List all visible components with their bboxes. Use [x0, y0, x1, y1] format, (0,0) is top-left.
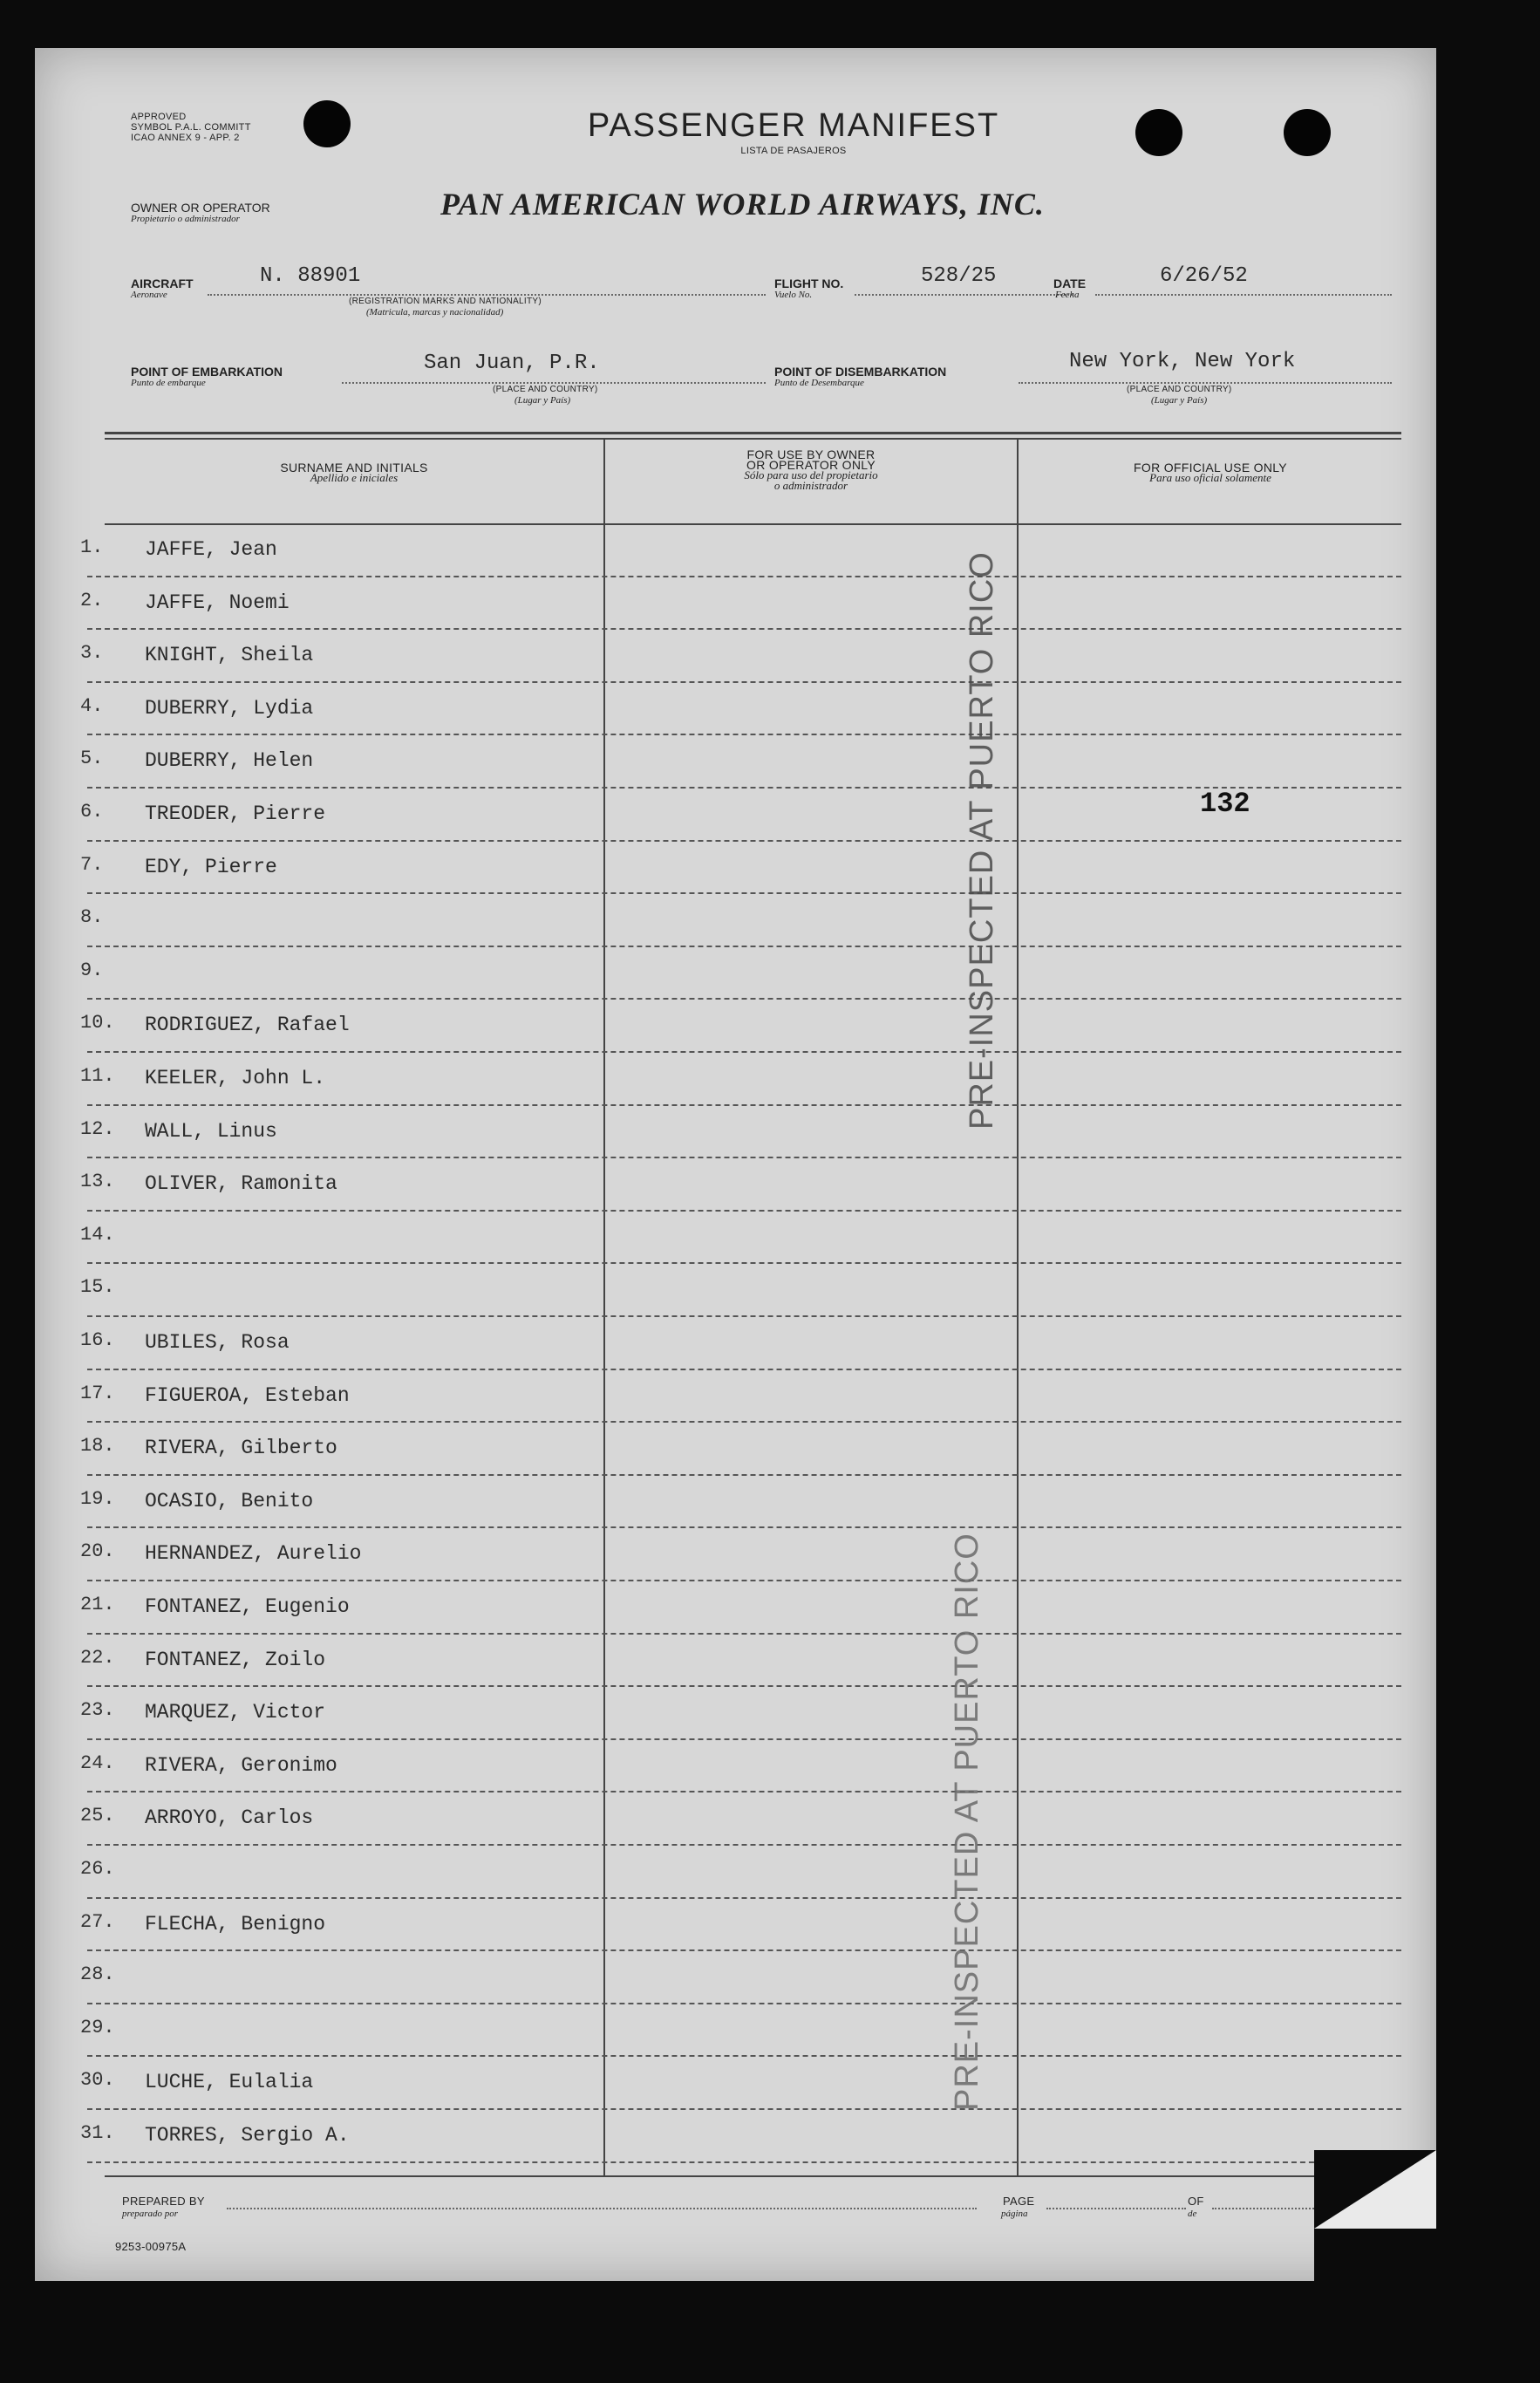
table-row-line [87, 998, 1401, 1000]
owner-label: OWNER OR OPERATOR [131, 201, 270, 215]
passenger-name: HERNANDEZ, Aurelio [145, 1542, 362, 1566]
table-row-line [87, 1369, 1401, 1370]
page-label: PAGE [1003, 2195, 1035, 2208]
prepared-by-label: PREPARED BY [122, 2195, 205, 2208]
row-number: 28. [80, 1963, 115, 1986]
row-number: 2. [80, 589, 104, 611]
row-number: 24. [80, 1751, 115, 1774]
table-row-line [87, 1315, 1401, 1317]
folded-corner-flap [1314, 2150, 1436, 2229]
table-row-line [87, 1526, 1401, 1528]
column-divider-2 [1017, 440, 1019, 2175]
owner-label-es: Propietario o administrador [131, 214, 240, 224]
page-subtitle: LISTA DE PASAJEROS [740, 146, 847, 156]
passenger-name: RODRIGUEZ, Rafael [145, 1014, 350, 1037]
row-number: 30. [80, 2069, 115, 2092]
row-number: 11. [80, 1065, 115, 1087]
table-row-line [87, 576, 1401, 577]
approval-line-3: ICAO ANNEX 9 - APP. 2 [131, 133, 240, 143]
prepared-by-label-es: preparado por [122, 2209, 179, 2219]
approval-line-1: APPROVED [131, 112, 187, 122]
disembarkation-label: POINT OF DISEMBARKATION [774, 365, 947, 379]
row-number: 12. [80, 1117, 115, 1140]
row-number: 6. [80, 801, 104, 823]
table-row-line [87, 892, 1401, 894]
passenger-name: TREODER, Pierre [145, 802, 326, 825]
passenger-name: JAFFE, Jean [145, 538, 277, 561]
table-row-line [87, 1210, 1401, 1212]
aircraft-value: N. 88901 [260, 264, 361, 288]
col1-label-es: Apellido e iniciales [310, 471, 399, 484]
table-row-line [87, 734, 1401, 735]
embarkation-label-es: Punto de embarque [131, 378, 206, 388]
passenger-name: FONTANEZ, Eugenio [145, 1595, 350, 1618]
passenger-name: FIGUEROA, Esteban [145, 1383, 350, 1407]
row-number: 26. [80, 1858, 115, 1880]
table-top-rule [105, 432, 1401, 434]
punch-hole-right-2 [1284, 109, 1331, 156]
row-number: 29. [80, 2016, 115, 2038]
passenger-name: KEELER, John L. [145, 1067, 326, 1089]
passenger-name: KNIGHT, Sheila [145, 644, 314, 667]
row-number: 18. [80, 1435, 115, 1458]
row-number: 16. [80, 1329, 115, 1351]
table-row-line [87, 1738, 1401, 1740]
table-row-line [87, 1685, 1401, 1687]
row-number: 10. [80, 1012, 115, 1034]
table-row-line [87, 2003, 1401, 2004]
row-number: 4. [80, 694, 104, 717]
aircraft-label-es: Aeronave [131, 290, 167, 300]
date-label: DATE [1053, 277, 1087, 290]
passenger-name: DUBERRY, Lydia [145, 696, 314, 720]
row-number: 17. [80, 1382, 115, 1404]
passenger-name: RIVERA, Geronimo [145, 1753, 337, 1777]
table-row-line [87, 1051, 1401, 1053]
table-row-line [87, 1104, 1401, 1106]
row-number: 25. [80, 1805, 115, 1827]
row-number: 22. [80, 1646, 115, 1669]
table-row-line [87, 1791, 1401, 1792]
disembarkation-value: New York, New York [1069, 350, 1296, 373]
row-number: 9. [80, 959, 104, 981]
passenger-name: DUBERRY, Helen [145, 749, 314, 773]
aircraft-note-2: (Matricula, marcas y nacionalidad) [366, 307, 504, 318]
embarkation-value: San Juan, P.R. [424, 352, 600, 375]
passenger-name: FLECHA, Benigno [145, 1912, 326, 1936]
col2-label-a: FOR USE BY OWNER [746, 447, 876, 461]
table-row-line [87, 1844, 1401, 1846]
date-label-es: Fecha [1055, 290, 1080, 300]
table-row-line [87, 1262, 1401, 1264]
embarkation-note-2: (Lugar y País) [514, 395, 571, 406]
table-row-line [87, 1580, 1401, 1581]
passenger-name: JAFFE, Noemi [145, 591, 290, 614]
passenger-name: OLIVER, Ramonita [145, 1172, 337, 1196]
disembarkation-note-2: (Lugar y País) [1151, 395, 1208, 406]
column-header-official [1019, 462, 1402, 483]
passenger-name: TORRES, Sergio A. [145, 2124, 350, 2147]
date-value: 6/26/52 [1160, 264, 1248, 288]
flight-label-es: Vuelo No. [774, 290, 813, 300]
table-row-line [87, 1474, 1401, 1476]
table-row-line [87, 2108, 1401, 2110]
column-header-surname [105, 462, 603, 483]
row-number: 7. [80, 853, 104, 876]
table-row-line [87, 1633, 1401, 1635]
passenger-name: RIVERA, Gilberto [145, 1437, 337, 1460]
disembarkation-note-1: (PLACE AND COUNTRY) [1127, 385, 1232, 394]
table-row-line [87, 1421, 1401, 1423]
table-row-line [87, 1949, 1401, 1951]
row-number: 1. [80, 536, 104, 558]
row-number: 27. [80, 1910, 115, 1933]
disembarkation-label-es: Punto de Desembarque [774, 378, 864, 388]
table-row-line [87, 681, 1401, 683]
embarkation-note-1: (PLACE AND COUNTRY) [493, 385, 598, 394]
of-label: OF [1188, 2195, 1204, 2208]
flight-value: 528/25 [921, 264, 997, 288]
flight-label: FLIGHT NO. [774, 277, 844, 290]
row-number: 8. [80, 906, 104, 929]
table-row-line [87, 1897, 1401, 1899]
passenger-name: ARROYO, Carlos [145, 1806, 314, 1830]
row-number: 20. [80, 1540, 115, 1563]
column-divider-1 [603, 440, 605, 2175]
row-number: 14. [80, 1223, 115, 1246]
page-label-es: página [1001, 2209, 1028, 2219]
passenger-name: UBILES, Rosa [145, 1331, 290, 1354]
passenger-name: FONTANEZ, Zoilo [145, 1648, 326, 1671]
row-number: 23. [80, 1699, 115, 1722]
col3-label: FOR OFFICIAL USE ONLY [1134, 461, 1287, 475]
of-label-es: de [1188, 2209, 1197, 2219]
aircraft-label: AIRCRAFT [131, 277, 194, 290]
manifest-page [35, 48, 1436, 2281]
col2-label-es-2: o administrador [773, 479, 848, 492]
table-row-line [87, 2055, 1401, 2057]
page-title: PASSENGER MANIFEST [587, 107, 1000, 144]
pre-inspected-stamp-1: PRE-INSPECTED AT PUERTO RICO [964, 551, 1000, 1130]
row-number: 5. [80, 748, 104, 770]
table-row-line [87, 628, 1401, 630]
passenger-name: MARQUEZ, Victor [145, 1701, 326, 1724]
passenger-name: OCASIO, Benito [145, 1489, 314, 1512]
passenger-name: LUCHE, Eulalia [145, 2071, 314, 2094]
table-row-line [87, 2161, 1401, 2163]
col2-label-b: OR OPERATOR ONLY [746, 458, 876, 472]
row-number: 3. [80, 642, 104, 665]
row-number: 15. [80, 1276, 115, 1299]
owner-value: PAN AMERICAN WORLD AIRWAYS, INC. [440, 187, 1045, 222]
approval-line-2: SYMBOL P.A.L. COMMITT [131, 122, 251, 133]
column-header-operator [605, 449, 1017, 491]
col1-label: SURNAME AND INITIALS [280, 461, 428, 475]
official-number: 132 [1200, 788, 1250, 820]
row-number: 31. [80, 2122, 115, 2144]
row-number: 21. [80, 1594, 115, 1615]
passenger-name: WALL, Linus [145, 1119, 277, 1143]
approval-block [131, 112, 340, 143]
header-bottom-rule [105, 523, 1401, 525]
form-code: 9253-00975A [115, 2240, 187, 2253]
passenger-name: EDY, Pierre [145, 855, 277, 878]
table-row-line [87, 946, 1401, 947]
table-row-line [87, 840, 1401, 842]
col3-label-es: Para uso oficial solamente [1149, 471, 1271, 484]
table-row-line [87, 1157, 1401, 1158]
row-number: 13. [80, 1171, 115, 1193]
table-bottom-rule [105, 2175, 1401, 2177]
embarkation-label: POINT OF EMBARKATION [131, 365, 283, 379]
punch-hole-right-1 [1135, 109, 1182, 156]
pre-inspected-stamp-2: PRE-INSPECTED AT PUERTO RICO [949, 1533, 985, 2111]
col2-label-es-1: Sólo para uso del propietario [744, 468, 878, 481]
row-number: 19. [80, 1487, 115, 1510]
aircraft-note-1: (REGISTRATION MARKS AND NATIONALITY) [349, 297, 542, 306]
